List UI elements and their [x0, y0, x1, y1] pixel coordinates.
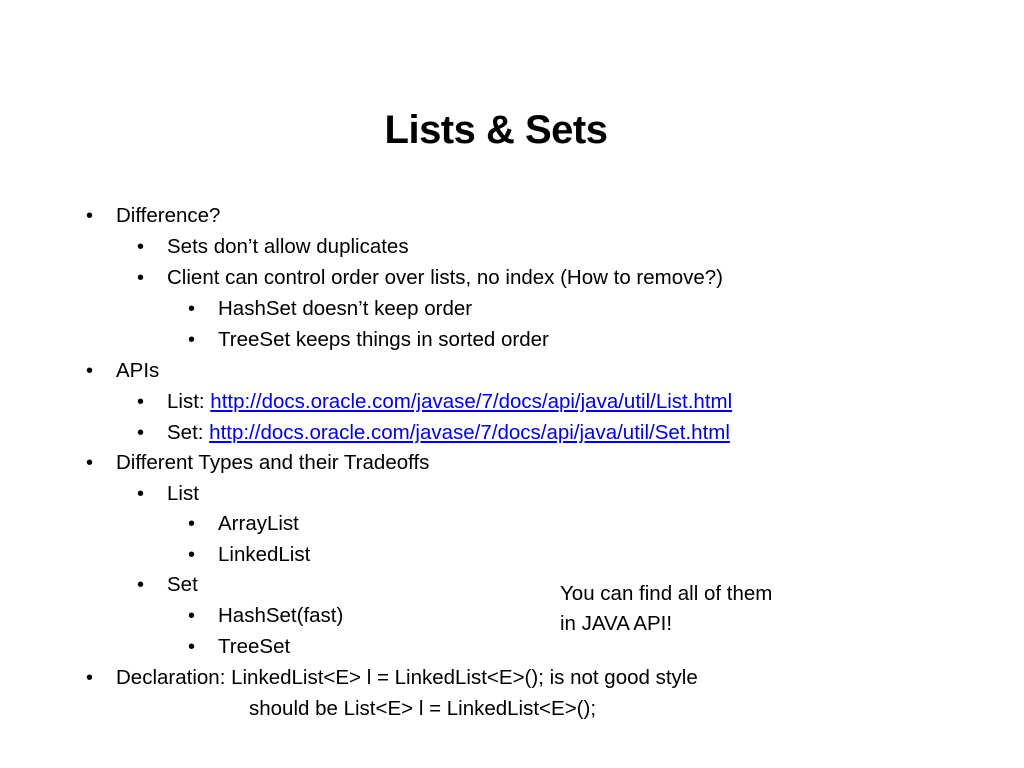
- bullet-client-control: Client can control order over lists, no index (How to remove?): [167, 266, 724, 289]
- bullet-icon: •: [188, 605, 196, 627]
- set-api-link[interactable]: http://docs.oracle.com/javase/7/docs/api/java/util/Set.html: [209, 421, 730, 444]
- bullet-treeset: TreeSet: [218, 635, 291, 658]
- callout-line-1: You can find all of them: [560, 582, 773, 605]
- bullet-icon: •: [188, 329, 196, 351]
- bullet-icon: •: [137, 483, 145, 505]
- callout-line-2: in JAVA API!: [560, 612, 673, 635]
- bullet-icon: •: [137, 267, 145, 289]
- bullet-hashset-fast: HashSet(fast): [218, 604, 344, 627]
- bullet-icon: •: [188, 298, 196, 320]
- bullet-sets-no-duplicates: Sets don’t allow duplicates: [167, 235, 409, 258]
- bullet-icon: •: [137, 391, 145, 413]
- declaration-continuation: should be List<E> l = LinkedList<E>();: [249, 697, 597, 720]
- callout-text: [560, 579, 772, 639]
- bullet-icon: •: [137, 574, 145, 596]
- bullet-set-api: [167, 419, 730, 447]
- bullet-icon: •: [188, 544, 196, 566]
- bullet-declaration: Declaration: LinkedList<E> l = LinkedList<E>(); is not good style: [116, 666, 698, 689]
- bullet-icon: •: [86, 452, 94, 474]
- list-api-label: List:: [167, 390, 211, 413]
- set-api-label: Set:: [167, 421, 210, 444]
- bullet-list-api: [167, 388, 732, 416]
- bullet-types-tradeoffs: Different Types and their Tradeoffs: [116, 451, 430, 474]
- slide-title: Lists & Sets: [384, 108, 608, 152]
- bullet-icon: •: [86, 667, 94, 689]
- bullet-linkedlist: LinkedList: [218, 543, 311, 566]
- bullet-apis: APIs: [116, 359, 160, 382]
- bullet-hashset-order: HashSet doesn’t keep order: [218, 297, 473, 320]
- bullet-icon: •: [86, 205, 94, 227]
- list-api-link[interactable]: http://docs.oracle.com/javase/7/docs/api/java/util/List.html: [210, 390, 733, 413]
- bullet-treeset-sorted: TreeSet keeps things in sorted order: [218, 328, 549, 351]
- bullet-icon: •: [188, 513, 196, 535]
- bullet-arraylist: ArrayList: [218, 512, 299, 535]
- bullet-icon: •: [137, 422, 145, 444]
- bullet-icon: •: [188, 636, 196, 658]
- bullet-list: List: [167, 482, 199, 505]
- bullet-icon: •: [86, 360, 94, 382]
- bullet-difference: Difference?: [116, 204, 221, 227]
- bullet-icon: •: [137, 236, 145, 258]
- bullet-set: Set: [167, 573, 198, 596]
